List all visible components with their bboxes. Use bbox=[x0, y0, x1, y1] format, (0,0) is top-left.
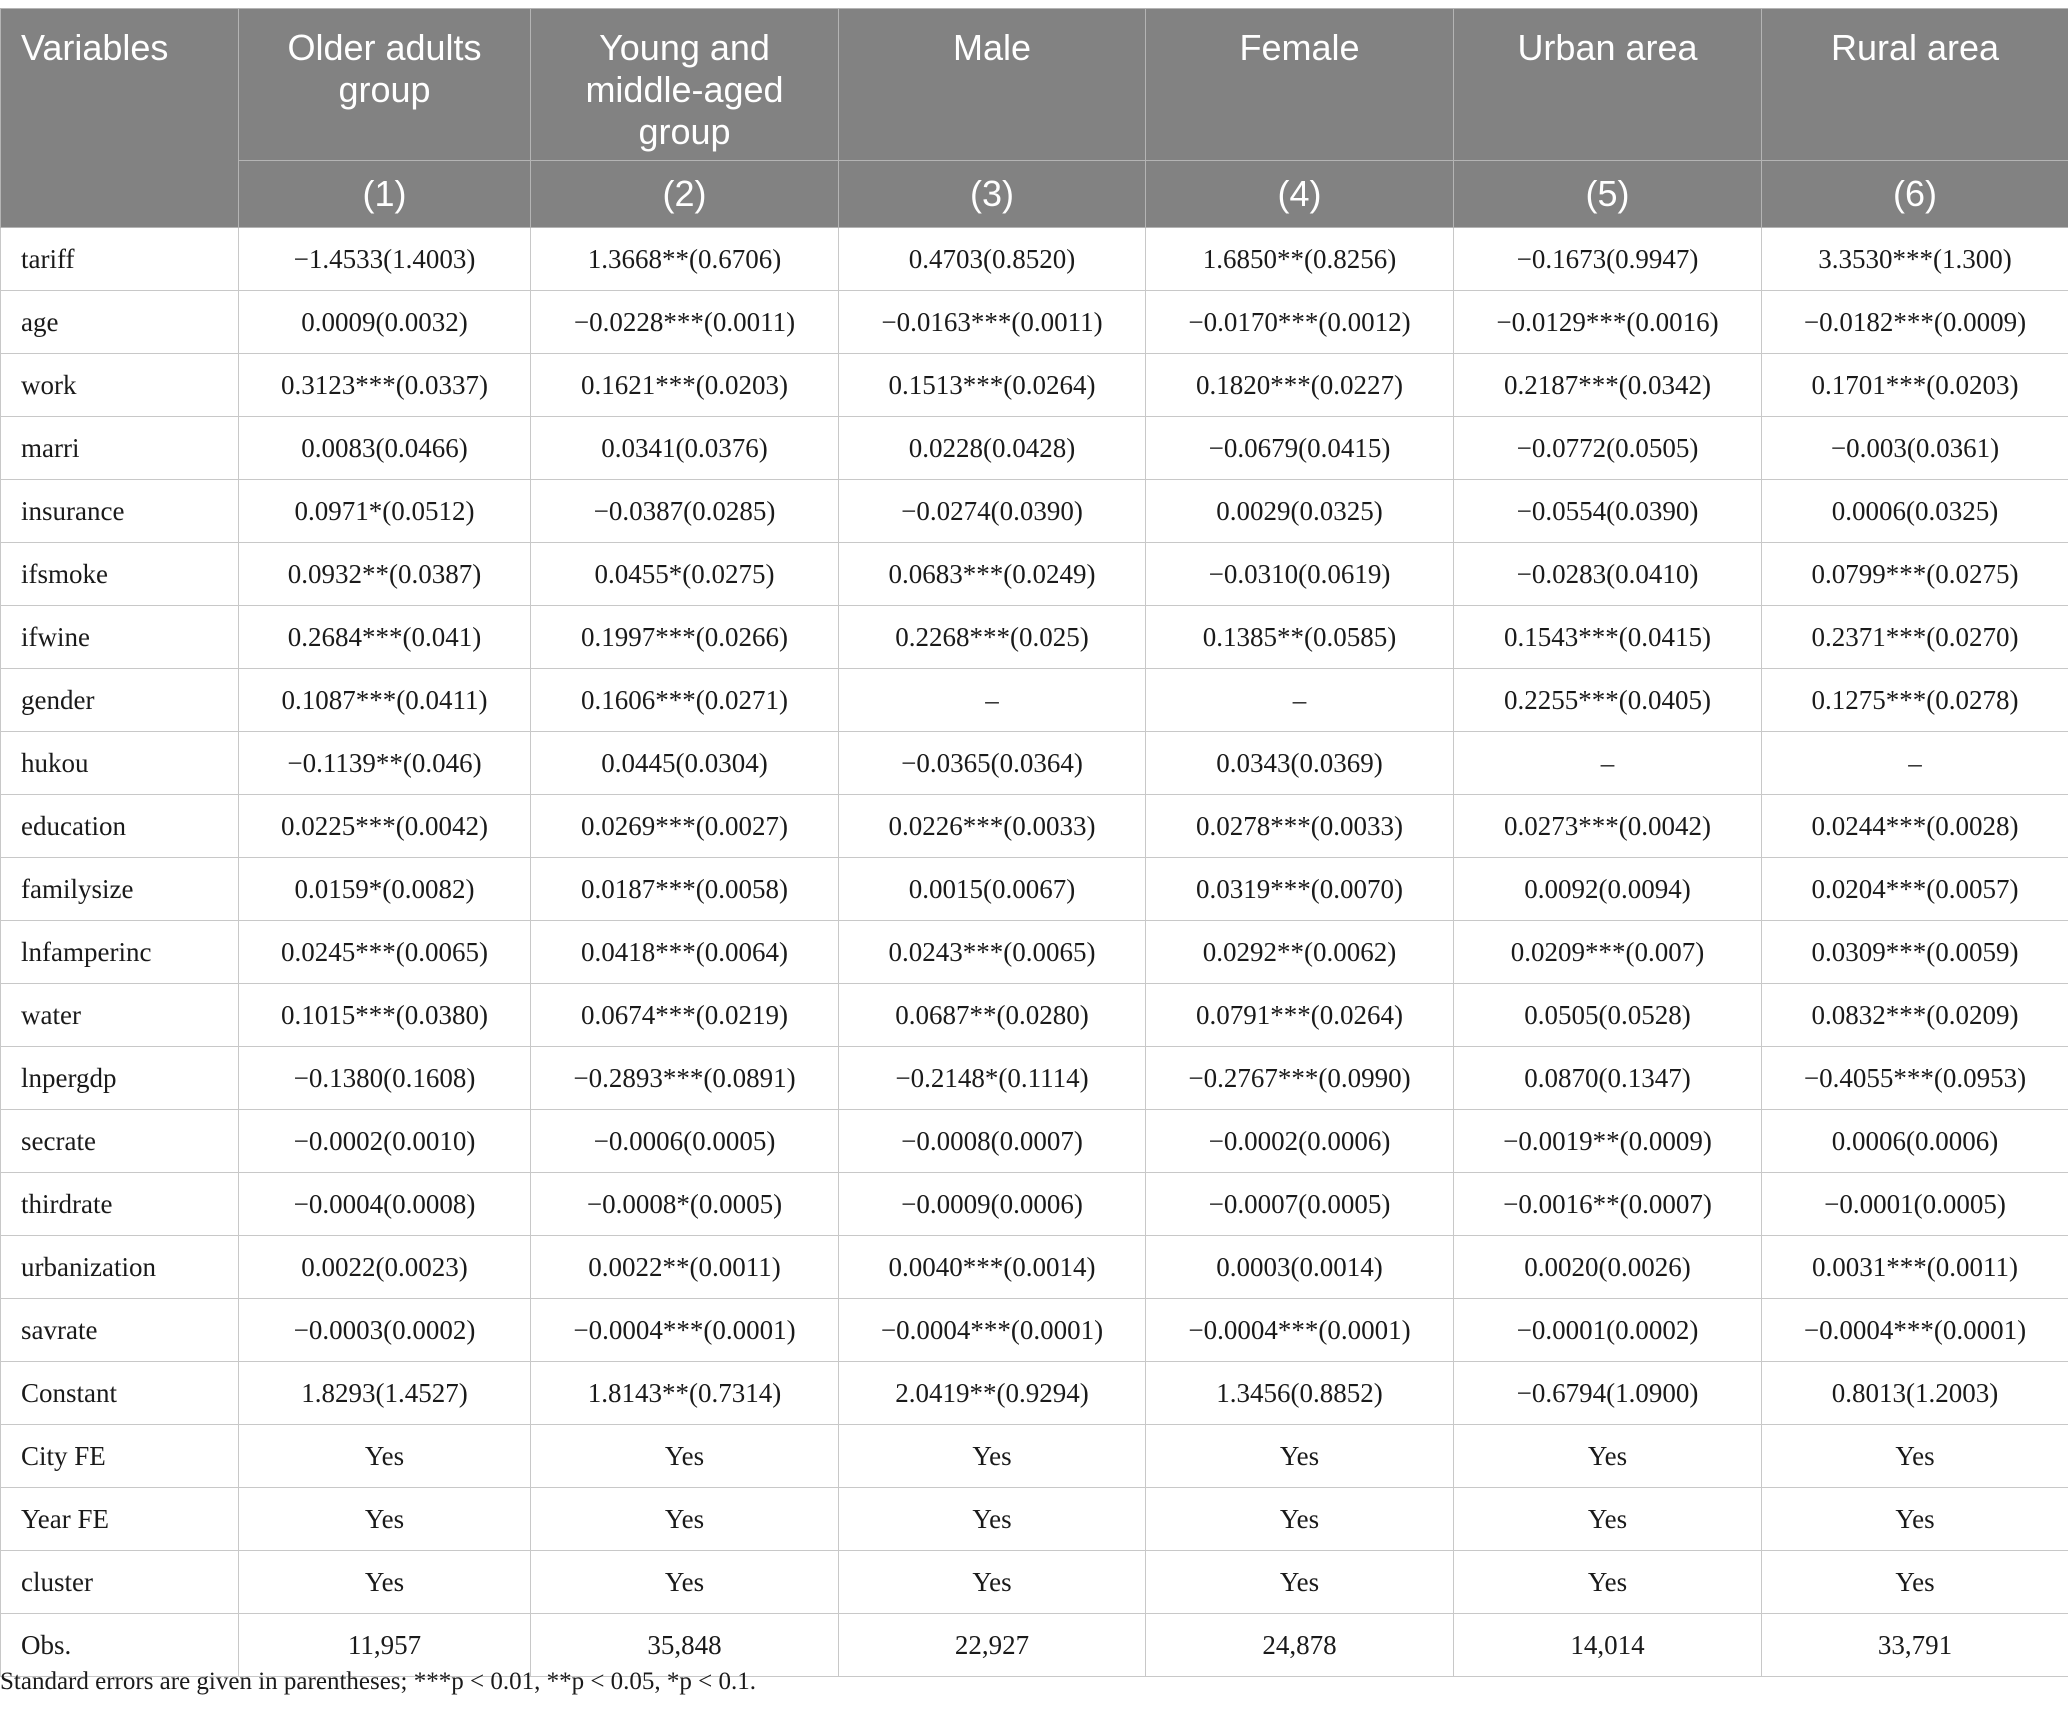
table-cell: 0.2255***(0.0405) bbox=[1454, 669, 1762, 732]
table-row bbox=[1, 1551, 2068, 1614]
column-label-5: Urban area bbox=[1454, 9, 1762, 161]
table-cell: 0.0269***(0.0027) bbox=[531, 795, 839, 858]
table-footnote: Standard errors are given in parentheses; ***p < 0.01, **p < 0.05, *p < 0.1. bbox=[0, 1668, 757, 1695]
table-cell: −0.0002(0.0006) bbox=[1146, 1110, 1454, 1173]
table-cell: 0.0791***(0.0264) bbox=[1146, 984, 1454, 1047]
table-row bbox=[1, 606, 2068, 669]
table-cell: 0.0092(0.0094) bbox=[1454, 858, 1762, 921]
table-row bbox=[1, 1299, 2068, 1362]
row-variable-name: ifsmoke bbox=[1, 543, 239, 606]
column-number-6: (6) bbox=[1762, 161, 2068, 228]
table-cell: 35,848 bbox=[531, 1614, 839, 1677]
table-cell: 0.2371***(0.0270) bbox=[1762, 606, 2068, 669]
table-cell: Yes bbox=[1762, 1488, 2068, 1551]
table-cell: 2.0419**(0.9294) bbox=[839, 1362, 1146, 1425]
table-cell: 0.0040***(0.0014) bbox=[839, 1236, 1146, 1299]
row-variable-name: insurance bbox=[1, 480, 239, 543]
table-cell: 0.0228(0.0428) bbox=[839, 417, 1146, 480]
row-variable-name: work bbox=[1, 354, 239, 417]
table-cell: −0.0006(0.0005) bbox=[531, 1110, 839, 1173]
table-cell: −0.2893***(0.0891) bbox=[531, 1047, 839, 1110]
table-cell: Yes bbox=[531, 1551, 839, 1614]
table-cell: – bbox=[839, 669, 1146, 732]
table-row bbox=[1, 1425, 2068, 1488]
table-cell: 0.1621***(0.0203) bbox=[531, 354, 839, 417]
table-cell: −0.4055***(0.0953) bbox=[1762, 1047, 2068, 1110]
column-number-3: (3) bbox=[839, 161, 1146, 228]
table-row bbox=[1, 1488, 2068, 1551]
table-cell: 0.3123***(0.0337) bbox=[239, 354, 531, 417]
table-cell: 0.0031***(0.0011) bbox=[1762, 1236, 2068, 1299]
table-cell: 0.0292**(0.0062) bbox=[1146, 921, 1454, 984]
table-cell: 33,791 bbox=[1762, 1614, 2068, 1677]
table-cell: −0.6794(1.0900) bbox=[1454, 1362, 1762, 1425]
table-cell: −0.0387(0.0285) bbox=[531, 480, 839, 543]
table-cell: 0.0674***(0.0219) bbox=[531, 984, 839, 1047]
table-cell: – bbox=[1146, 669, 1454, 732]
table-cell: −0.0129***(0.0016) bbox=[1454, 291, 1762, 354]
table-cell: −0.0228***(0.0011) bbox=[531, 291, 839, 354]
table-cell: 0.0273***(0.0042) bbox=[1454, 795, 1762, 858]
table-cell: Yes bbox=[239, 1488, 531, 1551]
row-variable-name: Obs. bbox=[1, 1614, 239, 1677]
column-label-2: Young and middle-aged group bbox=[531, 9, 839, 161]
table-cell: 0.0159*(0.0082) bbox=[239, 858, 531, 921]
table-cell: 0.1385**(0.0585) bbox=[1146, 606, 1454, 669]
table-cell: 0.0244***(0.0028) bbox=[1762, 795, 2068, 858]
column-label-4: Female bbox=[1146, 9, 1454, 161]
table-cell: Yes bbox=[1454, 1551, 1762, 1614]
table-cell: 0.0445(0.0304) bbox=[531, 732, 839, 795]
table-cell: −0.0365(0.0364) bbox=[839, 732, 1146, 795]
table-cell: Yes bbox=[239, 1551, 531, 1614]
table-cell: 0.0418***(0.0064) bbox=[531, 921, 839, 984]
table-cell: Yes bbox=[839, 1551, 1146, 1614]
table-cell: −0.0004***(0.0001) bbox=[839, 1299, 1146, 1362]
table-cell: 0.0226***(0.0033) bbox=[839, 795, 1146, 858]
table-cell: 0.1543***(0.0415) bbox=[1454, 606, 1762, 669]
row-variable-name: thirdrate bbox=[1, 1173, 239, 1236]
row-variable-name: education bbox=[1, 795, 239, 858]
table-cell: −0.0019**(0.0009) bbox=[1454, 1110, 1762, 1173]
row-variable-name: water bbox=[1, 984, 239, 1047]
table-row bbox=[1, 354, 2068, 417]
table-cell: 0.0209***(0.007) bbox=[1454, 921, 1762, 984]
table-row bbox=[1, 480, 2068, 543]
table-row bbox=[1, 795, 2068, 858]
table-row bbox=[1, 417, 2068, 480]
table-cell: Yes bbox=[839, 1425, 1146, 1488]
row-variable-name: lnpergdp bbox=[1, 1047, 239, 1110]
table-row bbox=[1, 1362, 2068, 1425]
table-cell: −0.0003(0.0002) bbox=[239, 1299, 531, 1362]
row-variable-name: age bbox=[1, 291, 239, 354]
table-cell: −0.1380(0.1608) bbox=[239, 1047, 531, 1110]
table-cell: −0.0310(0.0619) bbox=[1146, 543, 1454, 606]
table-cell: −1.4533(1.4003) bbox=[239, 228, 531, 291]
table-cell: Yes bbox=[1146, 1425, 1454, 1488]
column-number-4: (4) bbox=[1146, 161, 1454, 228]
table-cell: −0.0004(0.0008) bbox=[239, 1173, 531, 1236]
table-cell: −0.1139**(0.046) bbox=[239, 732, 531, 795]
table-cell: Yes bbox=[531, 1425, 839, 1488]
table-cell: Yes bbox=[1762, 1551, 2068, 1614]
table-cell: 0.0278***(0.0033) bbox=[1146, 795, 1454, 858]
table-cell: Yes bbox=[1454, 1425, 1762, 1488]
table-row bbox=[1, 669, 2068, 732]
table-cell: −0.0274(0.0390) bbox=[839, 480, 1146, 543]
table-cell: 3.3530***(1.300) bbox=[1762, 228, 2068, 291]
table-cell: 1.8143**(0.7314) bbox=[531, 1362, 839, 1425]
row-variable-name: familysize bbox=[1, 858, 239, 921]
table-cell: 11,957 bbox=[239, 1614, 531, 1677]
row-variable-name: lnfamperinc bbox=[1, 921, 239, 984]
table-cell: 1.6850**(0.8256) bbox=[1146, 228, 1454, 291]
table-cell: Yes bbox=[1146, 1488, 1454, 1551]
table-cell: 0.0505(0.0528) bbox=[1454, 984, 1762, 1047]
table-cell: 0.0187***(0.0058) bbox=[531, 858, 839, 921]
table-cell: 0.1087***(0.0411) bbox=[239, 669, 531, 732]
table-cell: 0.2187***(0.0342) bbox=[1454, 354, 1762, 417]
table-row bbox=[1, 984, 2068, 1047]
table-body bbox=[1, 228, 2068, 1677]
table-cell: 0.0083(0.0466) bbox=[239, 417, 531, 480]
table-cell: 0.4703(0.8520) bbox=[839, 228, 1146, 291]
table-cell: −0.0772(0.0505) bbox=[1454, 417, 1762, 480]
table-row bbox=[1, 1173, 2068, 1236]
table-cell: 0.0243***(0.0065) bbox=[839, 921, 1146, 984]
row-variable-name: savrate bbox=[1, 1299, 239, 1362]
table-cell: Yes bbox=[1454, 1488, 1762, 1551]
table-cell: 0.0225***(0.0042) bbox=[239, 795, 531, 858]
table-cell: −0.003(0.0361) bbox=[1762, 417, 2068, 480]
row-variable-name: City FE bbox=[1, 1425, 239, 1488]
variables-header: Variables bbox=[1, 9, 239, 228]
table-header bbox=[1, 9, 2068, 228]
table-cell: −0.0009(0.0006) bbox=[839, 1173, 1146, 1236]
table-cell: 0.0245***(0.0065) bbox=[239, 921, 531, 984]
table-cell: 0.0029(0.0325) bbox=[1146, 480, 1454, 543]
table-cell: −0.1673(0.9947) bbox=[1454, 228, 1762, 291]
table-cell: −0.0016**(0.0007) bbox=[1454, 1173, 1762, 1236]
table-cell: −0.2767***(0.0990) bbox=[1146, 1047, 1454, 1110]
row-variable-name: hukou bbox=[1, 732, 239, 795]
table-cell: Yes bbox=[1146, 1551, 1454, 1614]
row-variable-name: cluster bbox=[1, 1551, 239, 1614]
table-cell: 0.0683***(0.0249) bbox=[839, 543, 1146, 606]
table-cell: 0.0020(0.0026) bbox=[1454, 1236, 1762, 1299]
table-row bbox=[1, 228, 2068, 291]
table-cell: −0.0163***(0.0011) bbox=[839, 291, 1146, 354]
table-cell: 0.0006(0.0006) bbox=[1762, 1110, 2068, 1173]
table-cell: −0.0679(0.0415) bbox=[1146, 417, 1454, 480]
row-variable-name: gender bbox=[1, 669, 239, 732]
table-cell: Yes bbox=[531, 1488, 839, 1551]
table-cell: 0.0006(0.0325) bbox=[1762, 480, 2068, 543]
table-cell: −0.0004***(0.0001) bbox=[1762, 1299, 2068, 1362]
table-cell: 0.8013(1.2003) bbox=[1762, 1362, 2068, 1425]
table-cell: −0.2148*(0.1114) bbox=[839, 1047, 1146, 1110]
table-cell: 0.2268***(0.025) bbox=[839, 606, 1146, 669]
table-cell: 0.0870(0.1347) bbox=[1454, 1047, 1762, 1110]
table-row bbox=[1, 1236, 2068, 1299]
table-cell: 0.0799***(0.0275) bbox=[1762, 543, 2068, 606]
column-number-1: (1) bbox=[239, 161, 531, 228]
table-cell: 0.0971*(0.0512) bbox=[239, 480, 531, 543]
table-cell: −0.0001(0.0002) bbox=[1454, 1299, 1762, 1362]
column-number-5: (5) bbox=[1454, 161, 1762, 228]
column-label-3: Male bbox=[839, 9, 1146, 161]
table-cell: −0.0182***(0.0009) bbox=[1762, 291, 2068, 354]
regression-table bbox=[0, 8, 2068, 1677]
table-cell: −0.0283(0.0410) bbox=[1454, 543, 1762, 606]
table-cell: −0.0004***(0.0001) bbox=[1146, 1299, 1454, 1362]
row-variable-name: ifwine bbox=[1, 606, 239, 669]
table-row bbox=[1, 291, 2068, 354]
table-cell: 1.3456(0.8852) bbox=[1146, 1362, 1454, 1425]
table-cell: 24,878 bbox=[1146, 1614, 1454, 1677]
table-cell: Yes bbox=[239, 1425, 531, 1488]
table-cell: 0.0015(0.0067) bbox=[839, 858, 1146, 921]
row-variable-name: marri bbox=[1, 417, 239, 480]
row-variable-name: Year FE bbox=[1, 1488, 239, 1551]
table-cell: 0.0687**(0.0280) bbox=[839, 984, 1146, 1047]
table-cell: −0.0004***(0.0001) bbox=[531, 1299, 839, 1362]
table-cell: Yes bbox=[1762, 1425, 2068, 1488]
table-cell: 0.0009(0.0032) bbox=[239, 291, 531, 354]
table-cell: 0.2684***(0.041) bbox=[239, 606, 531, 669]
table-row bbox=[1, 543, 2068, 606]
table-cell: −0.0001(0.0005) bbox=[1762, 1173, 2068, 1236]
table-row bbox=[1, 858, 2068, 921]
table-cell: 22,927 bbox=[839, 1614, 1146, 1677]
table-cell: 0.0022(0.0023) bbox=[239, 1236, 531, 1299]
table-cell: 0.0343(0.0369) bbox=[1146, 732, 1454, 795]
table-cell: 0.1606***(0.0271) bbox=[531, 669, 839, 732]
row-variable-name: urbanization bbox=[1, 1236, 239, 1299]
table-cell: 0.0341(0.0376) bbox=[531, 417, 839, 480]
table-cell: – bbox=[1762, 732, 2068, 795]
table-cell: −0.0007(0.0005) bbox=[1146, 1173, 1454, 1236]
table-cell: −0.0002(0.0010) bbox=[239, 1110, 531, 1173]
table-row bbox=[1, 1110, 2068, 1173]
table-cell: 0.1513***(0.0264) bbox=[839, 354, 1146, 417]
column-number-2: (2) bbox=[531, 161, 839, 228]
table-cell: 0.1701***(0.0203) bbox=[1762, 354, 2068, 417]
table-cell: 0.1015***(0.0380) bbox=[239, 984, 531, 1047]
column-label-6: Rural area bbox=[1762, 9, 2068, 161]
row-variable-name: secrate bbox=[1, 1110, 239, 1173]
table-cell: −0.0554(0.0390) bbox=[1454, 480, 1762, 543]
table-cell: 1.3668**(0.6706) bbox=[531, 228, 839, 291]
table-cell: 0.1275***(0.0278) bbox=[1762, 669, 2068, 732]
table-cell: 1.8293(1.4527) bbox=[239, 1362, 531, 1425]
table-cell: 0.1997***(0.0266) bbox=[531, 606, 839, 669]
table-cell: 0.0003(0.0014) bbox=[1146, 1236, 1454, 1299]
table-cell: 0.0022**(0.0011) bbox=[531, 1236, 839, 1299]
table-cell: 14,014 bbox=[1454, 1614, 1762, 1677]
table-cell: 0.0832***(0.0209) bbox=[1762, 984, 2068, 1047]
table-row bbox=[1, 732, 2068, 795]
table-cell: Yes bbox=[839, 1488, 1146, 1551]
table-cell: −0.0008*(0.0005) bbox=[531, 1173, 839, 1236]
table-row bbox=[1, 1047, 2068, 1110]
table-cell: 0.0932**(0.0387) bbox=[239, 543, 531, 606]
row-variable-name: Constant bbox=[1, 1362, 239, 1425]
table-cell: – bbox=[1454, 732, 1762, 795]
table-cell: 0.0319***(0.0070) bbox=[1146, 858, 1454, 921]
table-cell: −0.0008(0.0007) bbox=[839, 1110, 1146, 1173]
row-variable-name: tariff bbox=[1, 228, 239, 291]
table-cell: 0.0455*(0.0275) bbox=[531, 543, 839, 606]
table-cell: 0.0309***(0.0059) bbox=[1762, 921, 2068, 984]
table-cell: 0.1820***(0.0227) bbox=[1146, 354, 1454, 417]
table-row bbox=[1, 921, 2068, 984]
table-cell: −0.0170***(0.0012) bbox=[1146, 291, 1454, 354]
column-label-1: Older adults group bbox=[239, 9, 531, 161]
table-cell: 0.0204***(0.0057) bbox=[1762, 858, 2068, 921]
